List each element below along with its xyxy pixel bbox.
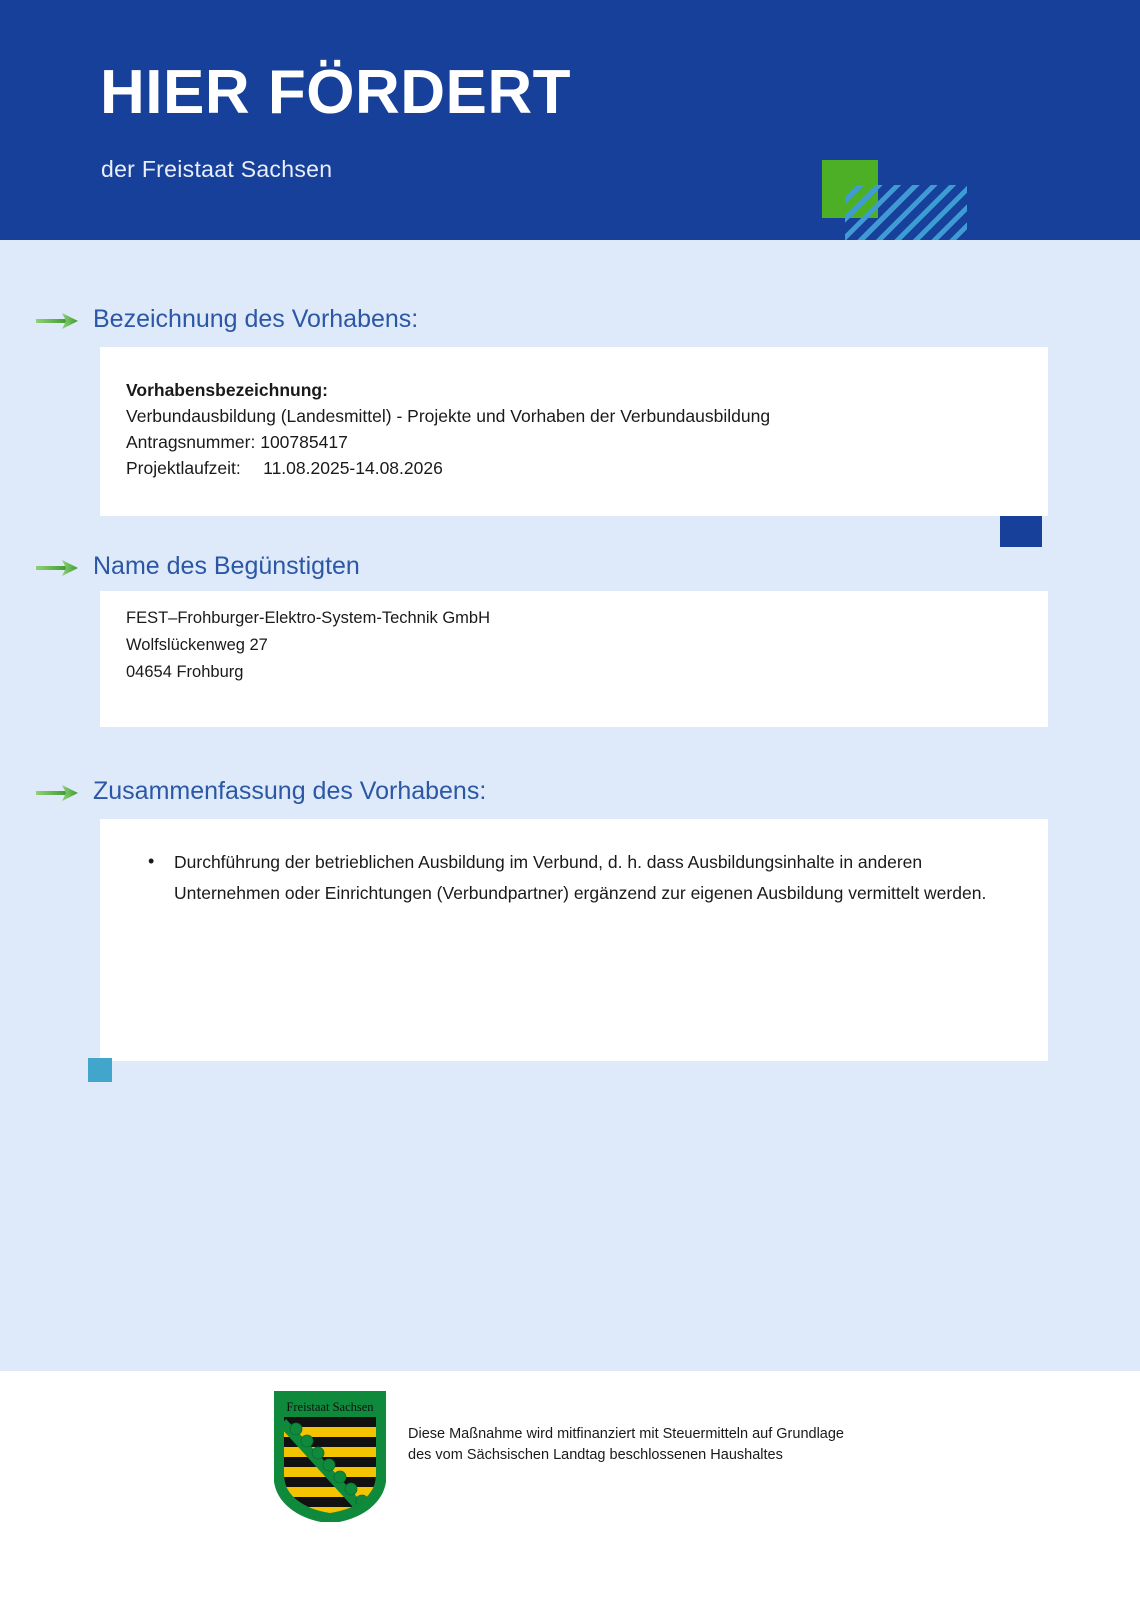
footer-line: des vom Sächsischen Landtag beschlossenen Haushaltes — [408, 1447, 783, 1463]
text-line: Verbundausbildung (Landesmittel) - Projekte und Vorhaben der Verbundausbildung — [126, 406, 771, 426]
header-band — [0, 0, 1140, 240]
section-title: Name des Begünstigten — [93, 552, 360, 580]
section-title: Bezeichnung des Vorhabens: — [93, 305, 419, 333]
card-bezeichnung — [100, 347, 1048, 516]
card-content — [100, 347, 1048, 481]
arrow-right-icon — [36, 309, 80, 333]
section-header — [0, 775, 1140, 815]
sachsen-coat-of-arms-icon — [274, 1391, 386, 1522]
diagonal-hatch-decoration — [845, 185, 967, 240]
section-header — [0, 303, 1140, 343]
card-content — [100, 591, 1048, 686]
coat-of-arms-label: Freistaat Sachsen — [286, 1400, 374, 1414]
section-header — [0, 550, 1140, 590]
text-line: FEST–Frohburger-Elektro-System-Technik GmbH — [126, 609, 491, 627]
footer-line: Diese Maßnahme wird mitfinanziert mit Steuermitteln auf Grundlage — [408, 1426, 844, 1442]
text-line: Projektlaufzeit: 11.08.2025-14.08.2026 — [126, 458, 443, 478]
light-blue-square-decoration — [88, 1058, 112, 1082]
summary-list — [126, 847, 1008, 909]
section-bezeichnung — [0, 303, 1140, 478]
page-subtitle: der Freistaat Sachsen — [101, 156, 333, 182]
section-zusammenfassung — [0, 775, 1140, 903]
page-title: HIER FÖRDERT — [100, 58, 571, 127]
arrow-right-icon — [36, 556, 80, 580]
card-content — [100, 819, 1048, 909]
card-beguenstigter — [100, 591, 1048, 727]
arrow-right-icon — [36, 781, 80, 805]
text-line: Wolfslückenweg 27 — [126, 636, 268, 654]
text-line: 04654 Frohburg — [126, 663, 244, 681]
footer-area — [0, 1371, 1140, 1608]
section-title: Zusammenfassung des Vorhabens: — [93, 777, 487, 805]
list-item: • Durchführung der betrieblichen Ausbildung im Verbund, d. h. dass Ausbildungsinhalte in anderen Unternehmen oder Einrichtungen (Verbundpartner) ergänzend zur eigenen Ausbildung vermittelt werden. — [126, 847, 1008, 909]
text-line: Antragsnummer: 100785417 — [126, 432, 348, 452]
card-zusammenfassung — [100, 819, 1048, 1061]
section-beguenstigter — [0, 550, 1140, 681]
text-line: Vorhabensbezeichnung: — [126, 380, 328, 400]
footer-text-block — [408, 1424, 878, 1466]
